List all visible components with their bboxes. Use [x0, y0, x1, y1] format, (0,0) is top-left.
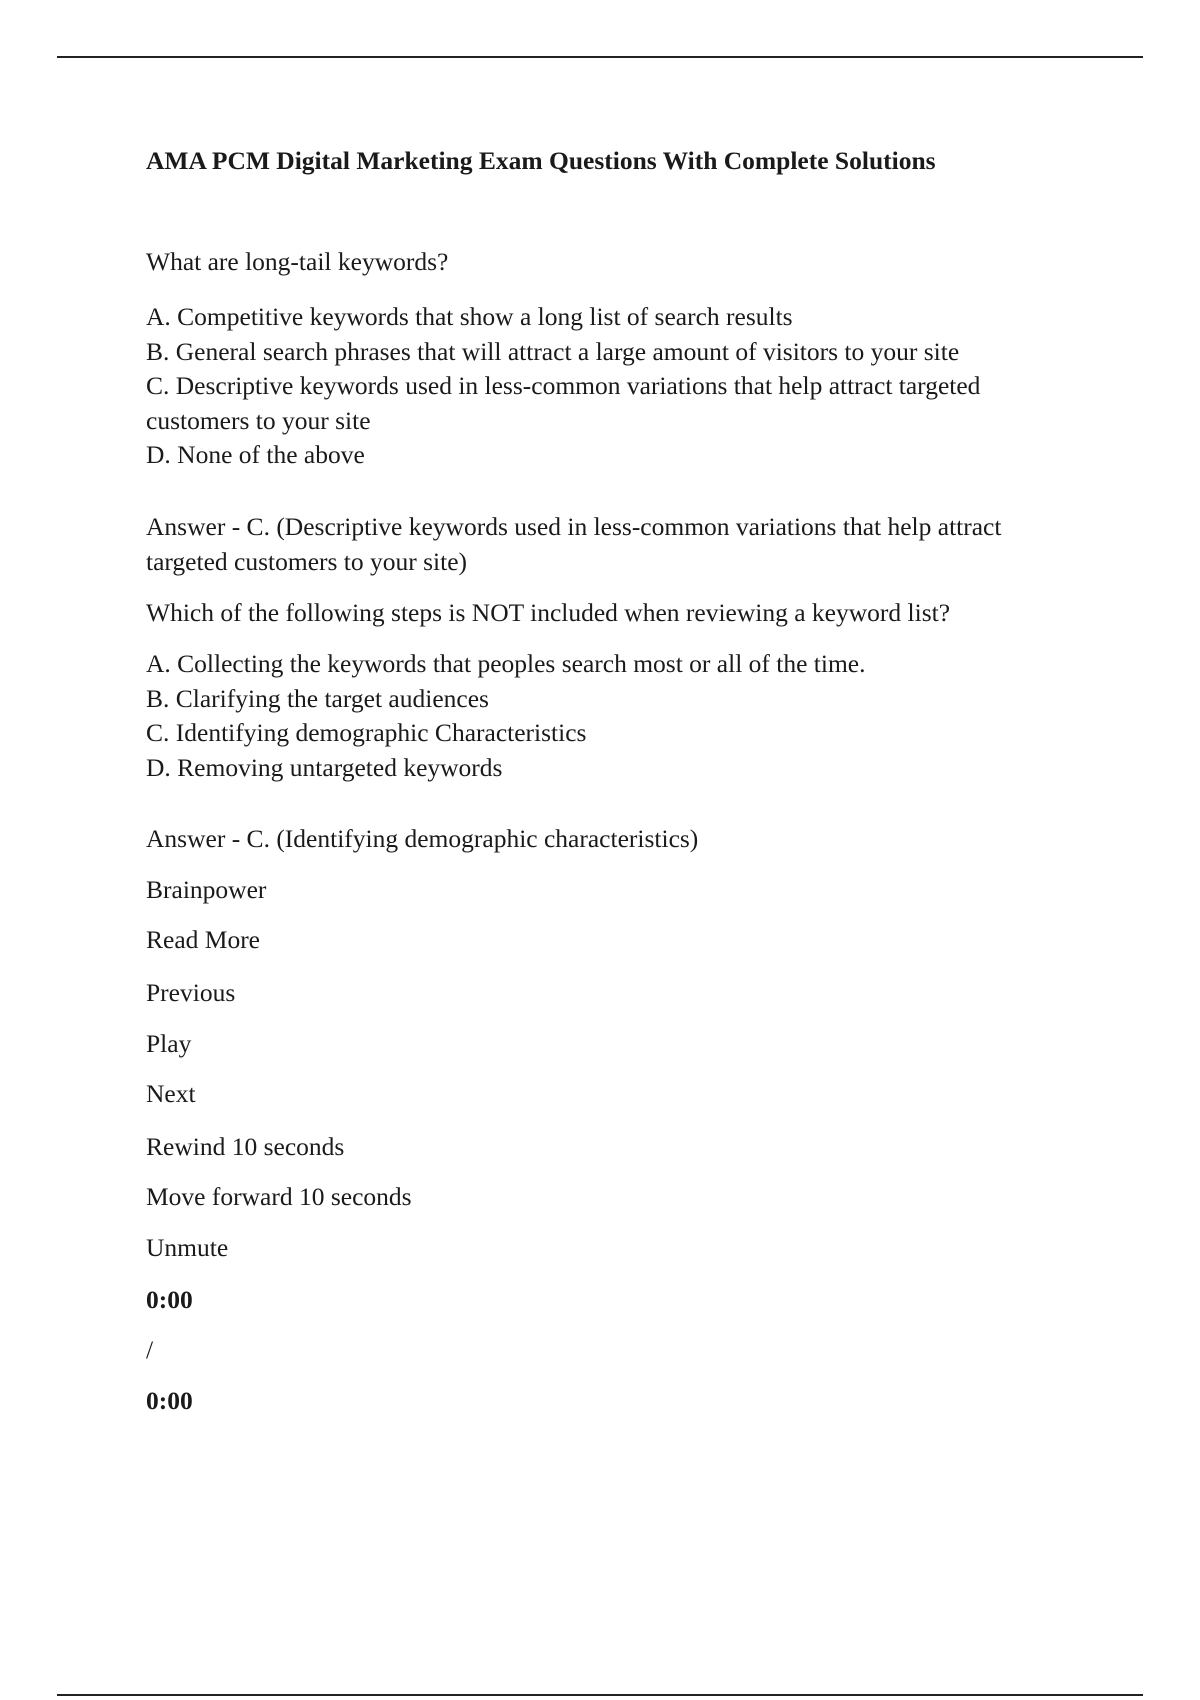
- current-time: 0:00: [146, 1285, 193, 1314]
- unmute-button[interactable]: Unmute: [146, 1233, 229, 1262]
- question-1-options: [146, 300, 1086, 473]
- option-d: D. None of the above: [146, 440, 365, 469]
- option-b: B. General search phrases that will attract a large amount of visitors to your site: [146, 336, 960, 366]
- option-a: A. Collecting the keywords that peoples search most or all of the time.: [146, 649, 866, 678]
- option-d: D. Removing untargeted keywords: [146, 752, 503, 782]
- question-2-answer: Answer - C. (Identifying demographic characteristics): [146, 824, 699, 853]
- question-2-options: [146, 647, 1086, 785]
- duration: 0:00: [146, 1386, 193, 1415]
- document-title: AMA PCM Digital Marketing Exam Questions With Complete Solutions: [146, 146, 936, 175]
- option-c: C. Descriptive keywords used in less-common variations that help attract targeted customers to your site: [146, 371, 981, 435]
- question-1-answer: Answer - C. (Descriptive keywords used in less-common variations that help attract targeted customers to your site): [146, 512, 1002, 576]
- time-separator: /: [146, 1335, 154, 1364]
- bottom-rule: [57, 1694, 1143, 1696]
- question-1-text: What are long-tail keywords?: [146, 247, 449, 276]
- previous-button[interactable]: Previous: [146, 978, 236, 1007]
- brainpower-label: Brainpower: [146, 875, 267, 904]
- option-c: C. Identifying demographic Characteristics: [146, 718, 587, 747]
- question-2-text: Which of the following steps is NOT included when reviewing a keyword list?: [146, 598, 951, 627]
- rewind-button[interactable]: Rewind 10 seconds: [146, 1132, 345, 1161]
- play-button[interactable]: Play: [146, 1029, 192, 1058]
- option-a: A. Competitive keywords that show a long list of search results: [146, 302, 793, 331]
- top-rule: [57, 56, 1143, 58]
- next-button[interactable]: Next: [146, 1079, 196, 1108]
- option-b: B. Clarifying the target audiences: [146, 683, 489, 713]
- forward-button[interactable]: Move forward 10 seconds: [146, 1182, 412, 1211]
- read-more-link[interactable]: Read More: [146, 925, 261, 954]
